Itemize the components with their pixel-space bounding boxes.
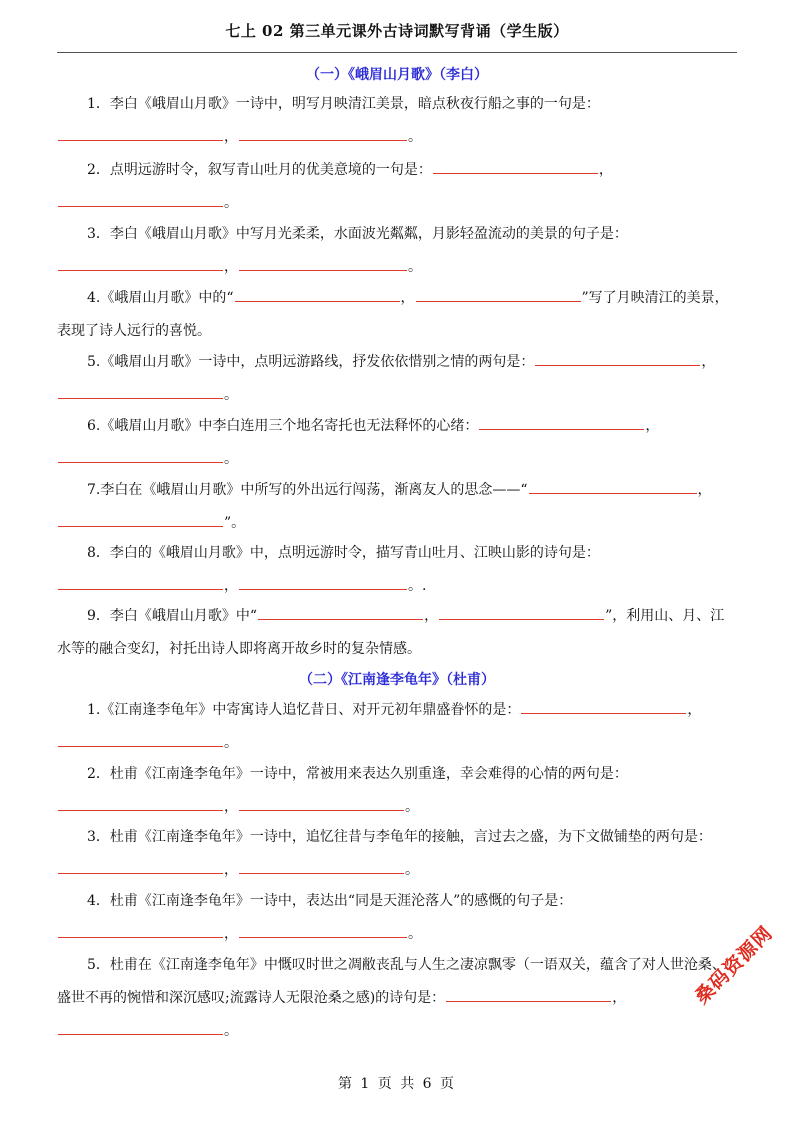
end-mark: 。 (224, 1023, 238, 1039)
separator: ， (224, 578, 238, 594)
answer-blank[interactable] (239, 255, 407, 271)
end-mark: 。 (408, 259, 422, 275)
question-text: 2．杜甫《江南逢李龟年》一诗中，常被用来表达久别重逢，幸会难得的心情的两句是： (87, 766, 628, 782)
answer-blank[interactable] (58, 255, 223, 271)
answer-blank[interactable] (239, 795, 404, 811)
answer-blank[interactable] (535, 350, 700, 366)
question-text: 9．李白《峨眉山月歌》中“ (87, 608, 258, 624)
question-2-1 (57, 694, 737, 760)
question-1-7 (57, 474, 737, 540)
answer-blank[interactable] (58, 858, 223, 874)
separator: ， (687, 702, 702, 718)
question-1-4 (57, 282, 737, 348)
separator: ， (224, 129, 238, 145)
end-mark: 。 (224, 451, 238, 467)
question-text: 4.《峨眉山月歌》中的“ (87, 290, 234, 306)
question-text: 3．李白《峨眉山月歌》中写月光柔柔，水面波光粼粼，月影轻盈流动的美景的句子是： (87, 226, 628, 242)
question-1-5 (57, 346, 737, 412)
question-text: 8．李白的《峨眉山月歌》中，点明远游时令，描写青山吐月、江映山影的诗句是： (87, 545, 600, 561)
separator: ， (645, 418, 660, 434)
question-text-tail: ”写了月映清江的美景，表现了诗人远行的喜悦。 (57, 290, 729, 339)
separator: ， (224, 862, 238, 878)
end-mark: 。 (405, 799, 419, 815)
separator: ， (224, 259, 238, 275)
question-2-3 (57, 821, 737, 887)
answer-blank[interactable] (239, 125, 407, 141)
question-1-8 (57, 537, 737, 603)
separator: ， (224, 799, 238, 815)
end-mark: 。 (405, 862, 419, 878)
separator: ， (424, 608, 439, 624)
end-mark: 。 (224, 735, 238, 751)
end-mark: 。. (408, 578, 427, 594)
answer-blank[interactable] (58, 447, 223, 463)
question-2-5 (57, 949, 737, 1048)
answer-blank[interactable] (239, 922, 407, 938)
answer-blank[interactable] (521, 698, 686, 714)
end-mark: 。 (408, 129, 422, 145)
answer-blank[interactable] (239, 858, 404, 874)
answer-blank[interactable] (439, 604, 604, 620)
question-1-1 (57, 88, 737, 154)
question-text: 5．杜甫在《江南逢李龟年》中慨叹时世之凋敝丧乱与人生之凄凉飘零（一语双关，蕴含了对人世沧桑、盛世不再的惋惜和深沉感叹;流露诗人无限沧桑之感)的诗句是： (57, 957, 726, 1006)
question-text: 1.《江南逢李龟年》中寄寓诗人追忆昔日、对开元初年鼎盛眷怀的是： (87, 702, 521, 718)
answer-blank[interactable] (58, 922, 223, 938)
separator: ， (701, 354, 716, 370)
question-text-tail: ”，利用山、月、江水等的融合变幻，衬托出诗人即将离开故乡时的复杂情感。 (57, 608, 725, 657)
page-header: 七上 02 第三单元课外古诗词默写背诵（学生版） (225, 22, 569, 40)
answer-blank[interactable] (58, 574, 223, 590)
section-title-2: （二）《江南逢李龟年》（杜甫） (299, 672, 495, 688)
answer-blank[interactable] (58, 795, 223, 811)
question-2-2 (57, 758, 737, 824)
answer-blank[interactable] (479, 414, 644, 430)
separator: ， (612, 990, 627, 1006)
answer-blank[interactable] (529, 478, 697, 494)
separator: ， (598, 162, 613, 178)
separator: ， (224, 926, 238, 942)
end-mark: 。 (408, 926, 422, 942)
question-text: 1．李白《峨眉山月歌》一诗中，明写月映清江美景，暗点秋夜行船之事的一句是： (87, 96, 600, 112)
question-text: 2．点明远游时令，叙写青山吐月的优美意境的一句是： (87, 162, 432, 178)
separator: ， (400, 290, 415, 306)
question-1-2 (57, 154, 737, 220)
answer-blank[interactable] (58, 125, 223, 141)
question-text: 7.李白在《峨眉山月歌》中所写的外出远行闯荡，渐离友人的思念——“ (87, 482, 528, 498)
end-mark: 。 (224, 387, 238, 403)
watermark-logo: 桑码资源网 (690, 922, 778, 1009)
question-2-4 (57, 885, 737, 951)
separator: ， (697, 482, 712, 498)
end-mark: ”。 (224, 515, 246, 531)
question-text: 4．杜甫《江南逢李龟年》一诗中，表达出“同是天涯沦落人”的感慨的句子是： (87, 893, 573, 909)
answer-blank[interactable] (416, 286, 581, 302)
answer-blank[interactable] (235, 286, 400, 302)
answer-blank[interactable] (58, 1019, 223, 1035)
section-title-1: （一）《峨眉山月歌》（李白） (306, 67, 488, 83)
answer-blank[interactable] (58, 191, 223, 207)
answer-blank[interactable] (239, 574, 407, 590)
question-text: 6.《峨眉山月歌》中李白连用三个地名寄托也无法释怀的心绪： (87, 418, 479, 434)
question-1-3 (57, 218, 737, 284)
question-1-9 (57, 600, 737, 666)
question-1-6 (57, 410, 737, 476)
answer-blank[interactable] (446, 986, 611, 1002)
answer-blank[interactable] (58, 383, 223, 399)
header-divider (57, 52, 737, 53)
answer-blank[interactable] (58, 511, 223, 527)
answer-blank[interactable] (258, 604, 423, 620)
answer-blank[interactable] (433, 158, 598, 174)
end-mark: 。 (224, 195, 238, 211)
question-text: 5.《峨眉山月歌》一诗中，点明远游路线，抒发依依惜别之情的两句是： (87, 354, 535, 370)
answer-blank[interactable] (58, 731, 223, 747)
question-text: 3．杜甫《江南逢李龟年》一诗中，追忆往昔与李龟年的接触，言过去之盛，为下文做铺垫的两句是： (87, 829, 712, 845)
page-footer: 第 1 页 共 6 页 (337, 1076, 457, 1092)
